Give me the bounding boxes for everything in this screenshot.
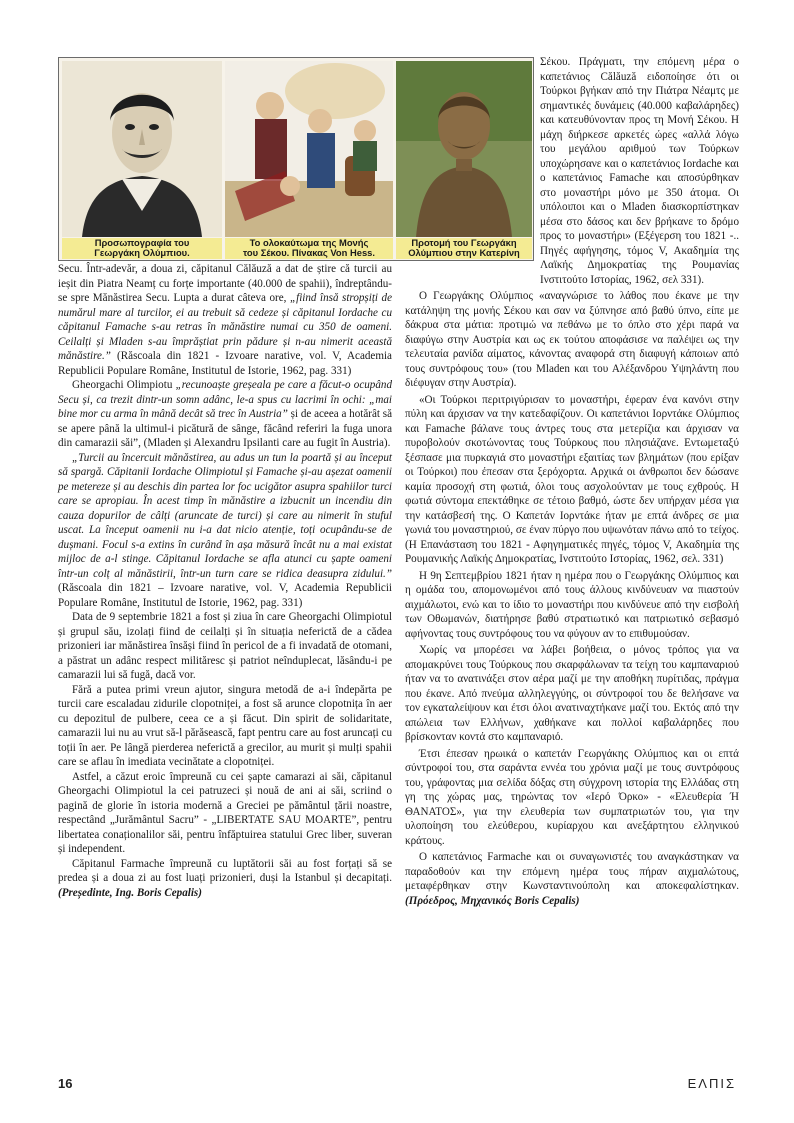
- caption-bust: Προτομή του Γεωργάκη Ολύμπιου στην Κατερίνη: [396, 238, 532, 259]
- ro-paragraph-6: Astfel, a căzut eroic împreună cu cei șapte camarazi ai săi, căpitanul Gheorgachi Olimpiotul la cei patruzeci și nouă de ani ai săi, scriind o pagină de glorie în istoria modernă a Greciei pe pământul țării noastre, respectând „Jurământul Sacru” - „LIBERTATE SAU MOARTE”, pentru libertatea conaționalilor săi, pentru înfăptuirea statului Grec liber, suveran și independent.: [58, 770, 392, 855]
- painting-image: [225, 61, 393, 237]
- el-paragraph-6: Έτσι έπεσαν ηρωικά ο καπετάν Γεωργάκης Ολύμπιος και οι επτά σύντροφοί του, στα σαράντα εννέα του χρόνια μαζί με τους συντρόφους του, γράφοντας μια σελίδα δόξας στη σύγχρονη ιστορία της Ελλάδας στη γη της χώρας μας, τηρώντας τον «Ιερό Όρκο» - «Ελευθερία Ή ΘΑΝΑΤΟΣ», για την ελευθερία των συμπατριωτών του, για την υλοποίηση του ελεύθερου, κυρίαρχου και ανεξάρτητου ελληνικού κράτους.: [405, 747, 739, 847]
- page-number: 16: [58, 1076, 73, 1091]
- ro-paragraph-3: „Turcii au încercuit mănăstirea, au adus un tun la poartă și au început să spargă. Căpitanii Iordache Olimpiotul și Famache și-au așezat oamenii pe metereze și au deschis din partea lor foc ucigător asupra spahiilor turci care se apropiau. În acest timp în mănăstire a izbucnit un incendiu din cauza dopurilor de câlți (aruncate de turci) și care au nimerit în stuful uscat. La început oamenii nu i-a dat nicio atenție, toți ocupându-se de dușmani. Focul s-a extins în curând în așa măsură încât nu a mai existat mijloc de a-l stinge. Căpitanul Iordache se afla atunci cu șapte oameni într-un colț al mănăstirii, într-un turn care se ridica deasupra zidului.” (Răscoala din 1821 – Izvoare narative, vol. V, Academia Republicii Populare Române, Institutul de Istorie, 1962, pag. 331): [58, 451, 392, 609]
- el-paragraph-3: «Οι Τούρκοι περιτριγύρισαν το μοναστήρι, έφεραν ένα κανόνι στην πύλη και άρχισαν να την κατεδαφίζουν. Οι καπετάνιοι Ιορντάκε Ολύμπιος και Famache βάλανε τους άντρες τους στα μετερίζια και άρχισαν να πυροβολούν σκοτώνοντας τους Τούρκους που πλησιάζανε. Εντωμεταξύ ξέσπασε μια πυρκαγιά στο μοναστήρι εξαιτίας των βλημάτων (που ερίξαν οι Τούρκοι) που έπεσαν στα ξερόχορτα. Αρχικά οι άνθρωποι δεν δώσανε καμία προσοχή στη φωτιά, όλοι τους ασχολούνταν με τους εχθρούς. Η φωτιά σύντομα επεκτάθηκε σε τέτοιο βαθμό, ώστε δεν υπήρχαν μέσα για την κατάσβεσή της. Ο Καπετάν Ιορντάκε ήταν με επτά άνδρες σε μια γωνιά του μοναστηριού, σε έναν πύργο που υψωνόταν πάνω από το τείχος. (Η Επανάσταση του 1821 - Αφηγηματικές πηγές, τόμος V, Ακαδημία της Ρουμανικής Λαϊκής Δημοκρατίας, Ινστιτούτο Ιστορίας, 1962, σελ. 331): [405, 393, 739, 565]
- caption-portrait: Προσωπογραφία του Γεωργάκη Ολύμπιου.: [62, 238, 222, 259]
- ro-paragraph-5: Fără a putea primi vreun ajutor, singura metodă de a-i îndepărta pe turcii care escaladau zidurile clopotniței, a fost să arunce clopotnița în aer cu depozitul de pulbere, ceea ce a și făcut. Din spirit de solidaritate, camarazii lui nu au vrut să-l părăsească, fapt pentru care au fost aruncați cu toții în aer. Pe lângă pierderea neferictă a grecilor, au murit și mulți spahii care se aflau în imediata vecinătate a clopotniței.: [58, 683, 392, 768]
- ro-paragraph-7: Căpitanul Farmache împreună cu luptătorii săi au fost forțați să se predea și a doua zi au fost luați prizonieri, duși la Istanbul și decapitați. (Președinte, Ing. Boris Cepalis): [58, 857, 392, 899]
- romanian-column: [58, 262, 392, 900]
- ro-paragraph-2: Gheorgachi Olimpiotu „recunoaște greșeala pe care a făcut-o ocupând Secu și, ca trezit dintr-un somn adânc, le-a spus cu lacrimi în ochi: „mai bine mor cu arma în mână decât să trec în Austria” și de aceea a hotărât să se apere până la ultimul-i picătură de sânge, făcând referiri la fuga unora din camarazii săi”, (Mladen și Alexandru Ipsilanti care au fugit în Austria).: [58, 379, 392, 449]
- el-paragraph-2: Ο Γεωργάκης Ολύμπιος «αναγνώρισε το λάθος που έκανε με την κατάληψη της μονής Σέκου και σαν να ξύπνησε από βαθύ ύπνο, είπε με δάκρυα στα μάτια: προτιμώ να πεθάνω με το όπλο στο χέρι παρά να διαφύγω στην Αυστρία και ως εκ τούτου αποφάσισε να παλέψει ως την τελευταία ρανίδα αίματος, κάνοντας αναφορά στη διαφυγή κάποιων από τους συντρόφους του» (του Mladen και του Αλέξανδρου Υψηλάντη που διέφυγαν στην Αυστρία).: [405, 290, 739, 389]
- ro-signature: (Președinte, Ing. Boris Cepalis): [58, 886, 202, 899]
- el-paragraph-5: Χωρίς να μπορέσει να λάβει βοήθεια, ο μόνος τρόπος για να απομακρύνει τους Τούρκους που σκαρφάλωναν τα τείχη του καμπαναριού ήταν να το ανατινάξει στον αέρα μαζί με την αποθήκη πυρίτιδας, πράγμα που έκανε. Από πνεύμα αλληλεγγύης, οι σύντροφοί του δε θελήσανε να τον εγκαταλείψουν και έτσι όλοι ανατιναχτήκανε μαζί του. Εκτός από την απώλεια των Ελλήνων, χαθήκανε και πολλοί καβαλάρηδες που βρίσκονταν κοντά στο καμπαναριό.: [405, 644, 739, 743]
- el-paragraph-4: Η 9η Σεπτεμβρίου 1821 ήταν η ημέρα που ο Γεωργάκης Ολύμπιος και η ομάδα του, απομονωμένοι από τους άλλους κινδύνευαν να πιαστούν αιχμάλωτοι, ενώ και το ίδιο το μοναστήρι που κινδύνευε από την εισβολή των Οθωμανών, διατήρησε βαθύ στρατιωτικό και πατριωτικό σεβασμό αφήνοντας τους συντρόφους του να φύγουν αν το επιθυμούσαν.: [405, 569, 739, 640]
- greek-column: [405, 55, 739, 908]
- el-signature: (Πρόεδρος, Μηχανικός Boris Cepalis): [405, 894, 580, 907]
- portrait-image: [62, 61, 222, 237]
- magazine-name: ΕΛΠΙΣ: [687, 1076, 736, 1091]
- ro-paragraph-4: Data de 9 septembrie 1821 a fost și ziua în care Gheorgachi Olimpiotul și grupul său, izolați fiind de ceilalți și în situația neferictă de a cădea prizonieri iar mănăstirea însăși fiind în pericol de a fi invadată de otomani, a păstrat un adânc respect milităresc și patriot neînduplecat, lăsându-i pe camarazii lui să fugă, dacă vor.: [58, 611, 392, 681]
- caption-painting: Το ολοκαύτωμα της Μονής του Σέκου. Πίνακας Von Hess.: [225, 238, 393, 259]
- el-paragraph-7: Ο καπετάνιος Farmache και οι συναγωνιστές του αναγκάστηκαν να παραδοθούν και την επόμενη ημέρα τους πήραν αιχμαλώτους, μεταφέρθηκαν στην Κωνσταντινούπολη και αποκεφαλίστηκαν. (Πρόεδρος, Μηχανικός Boris Cepalis): [405, 851, 739, 907]
- ro-paragraph-1: Secu. Într-adevăr, a doua zi, căpitanul Călăuză a dat de știre că turcii au ieșit din Piatra Neamț cu forțe importante (40.000 de spahii), îndreptându-se spre Mănăstirea Secu. Lupta a durat câteva ore, „fiind însă stropșiți de numărul mare al turcilor, ei au trebuit să cedeze și căpitanul Iordache cu căpitanul Famache s-au retras în mănăstire numai cu 350 de oameni. Ceilalți și Mladen s-au împrăștiat prin pădure și n-au nimerit această mănăstire.” (Răscoala din 1821 - Izvoare narative, vol. V, Academia Republicii Populare Române, Institutul de Istorie, 1962, pag. 331): [58, 263, 392, 377]
- el-paragraph-1: Σέκου. Πράγματι, την επόμενη μέρα ο καπετάνιος Călăuză ειδοποίησε ότι οι Τούρκοι βγήκαν από την Πιάτρα Νέαμτς με σημαντικές δυνάμεις (40.000 καβαλάρηδες) και κατευθύνονταν προς τη Μονή Σέκου. Η μάχη διήρκεσε αρκετές ώρες «αλλά λόγω του μεγάλου αριθμού των Τούρκων υποχώρησανε και ο καπετάνιος Iordache και ο καπετάνιος Famache και αποσύρθηκαν στο μοναστήρι μόνο με 350 άτομα. Οι υπόλοιποι και ο Mladen διασκορπίστηκαν μέσα στο δάσος και δεν βρήκανε το δρόμο προς το μοναστήρι» (Εξέγερση του 1821 -.. Πηγές αφήγησης, τόμος V, Ακαδημία της Λαϊκής Δημοκρατίας της Ρουμανίας Ινστιτούτο Ιστορίας, 1962, σελ 331).: [540, 56, 739, 286]
